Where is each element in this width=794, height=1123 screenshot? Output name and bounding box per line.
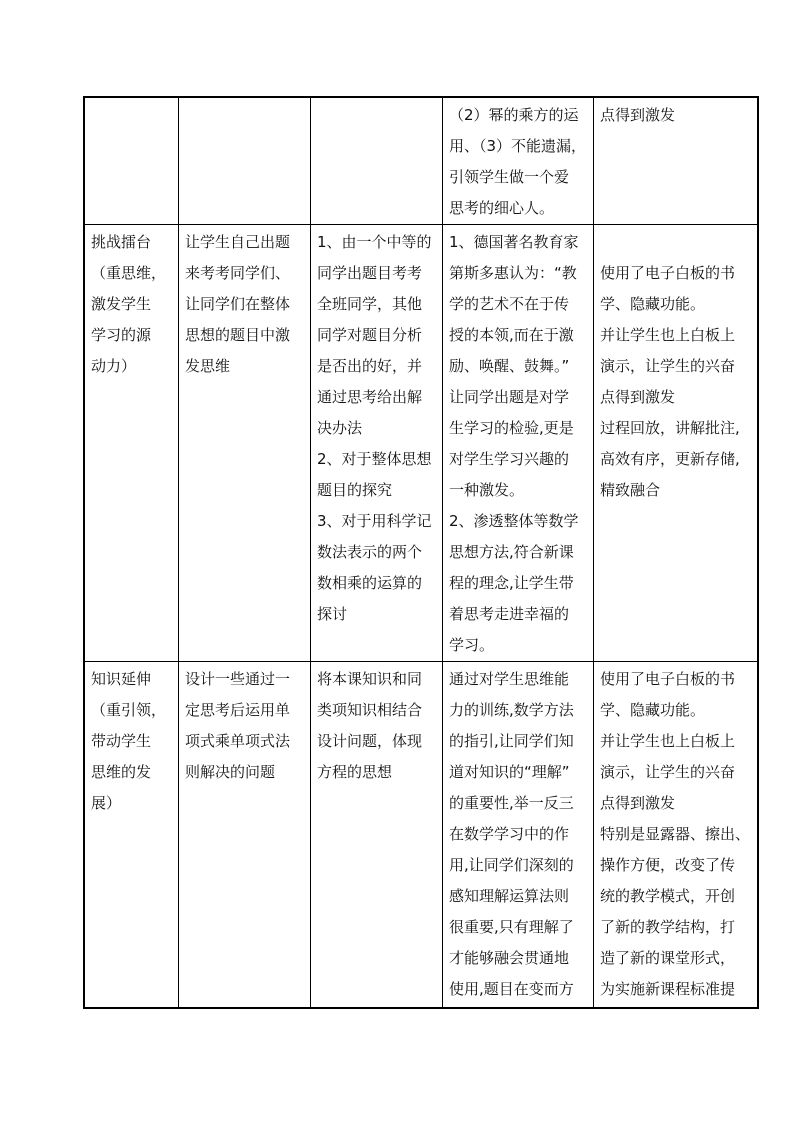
lesson-table bbox=[83, 96, 759, 1009]
cell-line: 励、唤醒、鼓舞。” bbox=[449, 357, 570, 375]
cell-line: 学的艺术不在于传 bbox=[449, 295, 570, 313]
cell-line: 点得到激发 bbox=[600, 106, 676, 124]
cell-line: 思维的发 bbox=[91, 763, 152, 781]
cell-line: 一种激发。 bbox=[449, 481, 525, 499]
cell-line: 2、渗透整体等数学 bbox=[449, 512, 579, 530]
cell-line: 数法表示的两个 bbox=[317, 543, 423, 561]
cell-line bbox=[600, 227, 751, 258]
cell-line: 使用,题目在变而方 bbox=[449, 980, 574, 998]
intent-cell bbox=[443, 225, 594, 662]
cell-line: 高效有序，更新存储, bbox=[600, 450, 740, 468]
cell-line: 授的本领,而在于激 bbox=[449, 326, 574, 344]
cell-line: 2、对于整体思想 bbox=[317, 450, 432, 468]
cell-line: 演示，让学生的兴奋 bbox=[600, 357, 736, 375]
intent-cell bbox=[443, 662, 594, 1009]
cell-line: 第斯多惠认为：“教 bbox=[449, 264, 577, 282]
cell-line: 带动学生 bbox=[91, 732, 152, 750]
cell-line: 全班同学，其他 bbox=[317, 295, 423, 313]
stage-cell bbox=[84, 225, 179, 662]
cell-line: 来考考同学们、 bbox=[185, 264, 291, 282]
tech-cell bbox=[594, 662, 759, 1009]
tech-cell bbox=[594, 225, 759, 662]
cell-line: 同学出题目考考 bbox=[317, 264, 423, 282]
cell-line: 思想方法,符合新课 bbox=[449, 543, 574, 561]
cell-line: 精致融合 bbox=[600, 481, 661, 499]
stage-cell bbox=[84, 97, 179, 225]
cell-line: 引领学生做一个爱 bbox=[449, 168, 570, 186]
cell-line: 的指引,让同学们知 bbox=[449, 732, 574, 750]
cell-line: 类项知识相结合 bbox=[317, 701, 423, 719]
cell-line: 演示，让学生的兴奋 bbox=[600, 763, 736, 781]
cell-line: 探讨 bbox=[317, 605, 348, 623]
cell-line: 定思考后运用单 bbox=[185, 701, 291, 719]
cell-line: 思想的题目中激 bbox=[185, 326, 291, 344]
cell-line: 了新的教学结构，打 bbox=[600, 918, 736, 936]
cell-line: 题目的探究 bbox=[317, 481, 393, 499]
cell-line: 使用了电子白板的书 bbox=[600, 264, 736, 282]
activity-cell bbox=[311, 662, 443, 1009]
cell-line: 思考的细心人。 bbox=[449, 199, 555, 217]
cell-line: 过程回放，讲解批注, bbox=[600, 419, 740, 437]
cell-line: 将本课知识和同 bbox=[317, 670, 423, 688]
table-row bbox=[84, 662, 758, 1009]
cell-line: 学、隐藏功能。 bbox=[600, 295, 706, 313]
design-cell bbox=[179, 225, 311, 662]
table-row bbox=[84, 97, 758, 225]
intent-cell bbox=[443, 97, 594, 225]
cell-line: 决办法 bbox=[317, 419, 363, 437]
cell-line: （重引领， bbox=[91, 701, 167, 719]
cell-line: 着思考走进幸福的 bbox=[449, 605, 570, 623]
cell-line: （2）幂的乘方的运 bbox=[449, 106, 579, 124]
cell-line: 为实施新课程标准提 bbox=[600, 980, 736, 998]
cell-line: 1、由一个中等的 bbox=[317, 233, 432, 251]
cell-line: 程的理念,让学生带 bbox=[449, 574, 574, 592]
cell-line: 学、隐藏功能。 bbox=[600, 701, 706, 719]
cell-line: 则解决的问题 bbox=[185, 763, 276, 781]
cell-line: 对学生学习兴趣的 bbox=[449, 450, 570, 468]
cell-line: 1、德国著名教育家 bbox=[449, 233, 579, 251]
cell-line: 统的教学模式，开创 bbox=[600, 887, 736, 905]
activity-cell bbox=[311, 225, 443, 662]
cell-line: 生学习的检验,更是 bbox=[449, 419, 574, 437]
cell-line: 是否出的好，并 bbox=[317, 357, 423, 375]
cell-line: 用,让同学们深刻的 bbox=[449, 856, 574, 874]
cell-line: 挑战擂台 bbox=[91, 233, 152, 251]
cell-line: 动力） bbox=[91, 357, 137, 375]
cell-line: 项式乘单项式法 bbox=[185, 732, 291, 750]
cell-line: 力的训练,数学方法 bbox=[449, 701, 574, 719]
cell-line: 3、对于用科学记 bbox=[317, 512, 432, 530]
cell-line: 在数学学习中的作 bbox=[449, 825, 570, 843]
cell-line: 特别是显露器、擦出、 bbox=[600, 825, 751, 843]
cell-line: 才能够融会贯通地 bbox=[449, 949, 570, 967]
design-cell bbox=[179, 97, 311, 225]
cell-line: 点得到激发 bbox=[600, 794, 676, 812]
cell-line: 很重要,只有理解了 bbox=[449, 918, 574, 936]
cell-line: （重思维， bbox=[91, 264, 167, 282]
cell-line: 同学对题目分析 bbox=[317, 326, 423, 344]
cell-line: 用、（3）不能遗漏， bbox=[449, 137, 587, 155]
cell-line: 数相乘的运算的 bbox=[317, 574, 423, 592]
cell-line: 感知理解运算法则 bbox=[449, 887, 570, 905]
cell-line: 通过思考给出解 bbox=[317, 388, 423, 406]
cell-line: 操作方便，改变了传 bbox=[600, 856, 736, 874]
cell-line: 点得到激发 bbox=[600, 388, 676, 406]
stage-cell bbox=[84, 662, 179, 1009]
cell-line: 让学生自己出题 bbox=[185, 233, 291, 251]
cell-line: 让同学出题是对学 bbox=[449, 388, 570, 406]
tech-cell bbox=[594, 97, 759, 225]
design-cell bbox=[179, 662, 311, 1009]
cell-line: 学习的源 bbox=[91, 326, 152, 344]
cell-line: 设计问题，体现 bbox=[317, 732, 423, 750]
cell-line: 并让学生也上白板上 bbox=[600, 732, 736, 750]
cell-line: 让同学们在整体 bbox=[185, 295, 291, 313]
cell-line: 学习。 bbox=[449, 636, 495, 654]
cell-line: 造了新的课堂形式， bbox=[600, 949, 736, 967]
cell-line: 方程的思想 bbox=[317, 763, 393, 781]
table-row bbox=[84, 225, 758, 662]
activity-cell bbox=[311, 97, 443, 225]
cell-line: 激发学生 bbox=[91, 295, 152, 313]
cell-line: 发思维 bbox=[185, 357, 231, 375]
cell-line: 展） bbox=[91, 794, 122, 812]
cell-line: 道对知识的“理解” bbox=[449, 763, 570, 781]
cell-line: 知识延伸 bbox=[91, 670, 152, 688]
cell-line: 使用了电子白板的书 bbox=[600, 670, 736, 688]
cell-line: 通过对学生思维能 bbox=[449, 670, 570, 688]
cell-line: 的重要性,举一反三 bbox=[449, 794, 574, 812]
cell-line: 并让学生也上白板上 bbox=[600, 326, 736, 344]
cell-line: 设计一些通过一 bbox=[185, 670, 291, 688]
